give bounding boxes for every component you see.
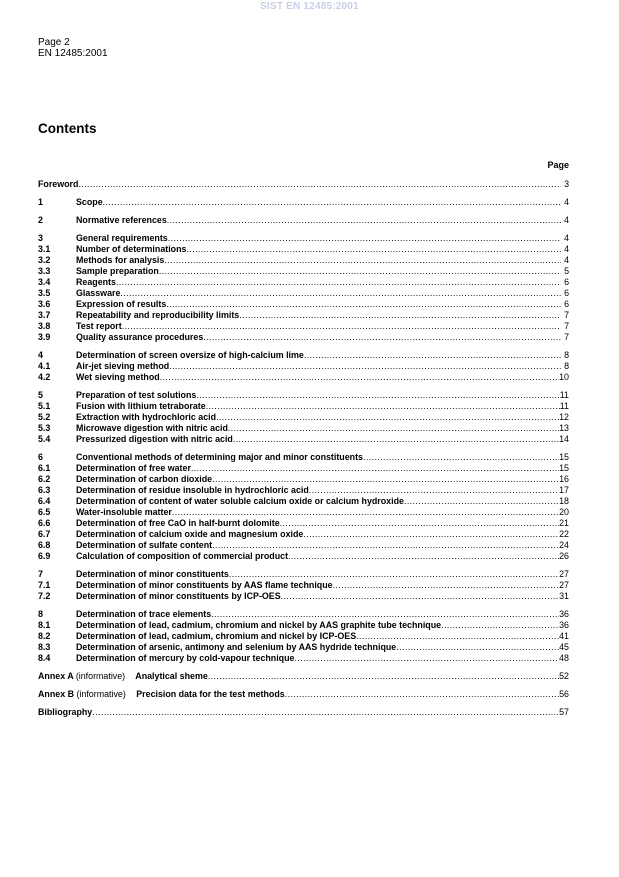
toc-page: 4: [564, 233, 569, 243]
toc-page: 16: [559, 474, 569, 484]
toc-title: Sample preparation: [76, 266, 159, 276]
annex-kind: (informative): [75, 671, 126, 681]
annex-title: Analytical sheme: [135, 671, 208, 681]
toc-number: 3.7: [38, 310, 51, 320]
toc-number: 7.2: [38, 591, 51, 601]
table-of-contents: [38, 179, 569, 718]
leader-dots: [212, 540, 559, 551]
toc-number: 3.9: [38, 332, 51, 342]
leader-dots: [172, 507, 559, 518]
toc-title: [38, 689, 285, 700]
toc-title: Determination of free water: [76, 463, 191, 473]
toc-number: 3.8: [38, 321, 51, 331]
toc-page: 4: [564, 244, 569, 254]
leader-dots: [216, 412, 559, 423]
leader-dots: [168, 233, 561, 244]
toc-title: Bibliography: [38, 707, 93, 717]
toc-title: Determination of minor constituents by ICP-OES: [76, 591, 281, 601]
toc-entry[interactable]: [38, 321, 569, 332]
toc-entry-annex-a[interactable]: [38, 671, 569, 682]
toc-title: Determination of minor constituents by AAS flame technique: [76, 580, 333, 590]
toc-entry[interactable]: [38, 474, 569, 485]
toc-entry[interactable]: [38, 401, 569, 412]
toc-title: Foreword: [38, 179, 79, 189]
toc-number: 5: [38, 390, 43, 400]
toc-number: 4.2: [38, 372, 51, 382]
toc-number: 7.1: [38, 580, 51, 590]
leader-dots: [281, 591, 559, 602]
leader-dots: [404, 496, 559, 507]
annex-label: Annex B: [38, 689, 74, 699]
leader-dots: [191, 463, 559, 474]
toc-entry[interactable]: [38, 569, 569, 580]
toc-number: 6.2: [38, 474, 51, 484]
toc-page: 14: [559, 434, 569, 444]
toc-page: 21: [559, 518, 569, 528]
toc-entry[interactable]: [38, 215, 569, 226]
toc-number: 3.4: [38, 277, 51, 287]
toc-number: 6.5: [38, 507, 51, 517]
toc-number: 5.2: [38, 412, 51, 422]
toc-entry-annex-b[interactable]: [38, 689, 569, 700]
leader-dots: [206, 401, 560, 412]
leader-dots: [92, 707, 559, 718]
toc-number: 6.7: [38, 529, 51, 539]
toc-title: Reagents: [76, 277, 116, 287]
toc-page: 45: [559, 642, 569, 652]
leader-dots: [309, 485, 559, 496]
toc-title: Determination of screen oversize of high-calcium lime: [76, 350, 304, 360]
leader-dots: [116, 277, 561, 288]
toc-entry[interactable]: [38, 266, 569, 277]
toc-number: 3.3: [38, 266, 51, 276]
toc-title: Extraction with hydrochloric acid: [76, 412, 217, 422]
toc-entry[interactable]: [38, 288, 569, 299]
toc-number: 5.3: [38, 423, 51, 433]
leader-dots: [169, 361, 561, 372]
toc-title: Number of determinations: [76, 244, 187, 254]
toc-title: Normative references: [76, 215, 167, 225]
toc-entry[interactable]: [38, 580, 569, 591]
toc-entry[interactable]: [38, 434, 569, 445]
toc-page: 4: [564, 255, 569, 265]
toc-page: 24: [559, 540, 569, 550]
toc-entry[interactable]: [38, 620, 569, 631]
toc-entry[interactable]: [38, 255, 569, 266]
toc-title: Determination of arsenic, antimony and selenium by AAS hydride technique: [76, 642, 397, 652]
toc-entry[interactable]: [38, 197, 569, 208]
toc-entry[interactable]: [38, 390, 569, 401]
toc-page: 7: [564, 332, 569, 342]
toc-title: Test report: [76, 321, 122, 331]
leader-dots: [228, 423, 559, 434]
toc-title: Scope: [76, 197, 103, 207]
toc-page: 6: [564, 288, 569, 298]
toc-title: Quality assurance procedures: [76, 332, 204, 342]
toc-entry[interactable]: [38, 631, 569, 642]
toc-number: 8.2: [38, 631, 51, 641]
annex-label: Annex A: [38, 671, 74, 681]
toc-entry[interactable]: [38, 233, 569, 244]
toc-title: Fusion with lithium tetraborate: [76, 401, 206, 411]
toc-entry[interactable]: [38, 463, 569, 474]
toc-entry[interactable]: [38, 485, 569, 496]
toc-title: Calculation of composition of commercial product: [76, 551, 289, 561]
leader-dots: [304, 350, 561, 361]
toc-number: 7: [38, 569, 43, 579]
toc-title: [38, 671, 208, 682]
toc-entry[interactable]: [38, 496, 569, 507]
toc-title: Determination of carbon dioxide: [76, 474, 213, 484]
toc-page: 56: [559, 689, 569, 699]
leader-dots: [120, 288, 561, 299]
toc-entry[interactable]: [38, 452, 569, 463]
leader-dots: [78, 179, 561, 190]
toc-title: Methods for analysis: [76, 255, 165, 265]
leader-dots: [356, 631, 559, 642]
toc-page: 52: [559, 671, 569, 681]
toc-title: Determination of trace elements: [76, 609, 212, 619]
toc-page: 6: [564, 299, 569, 309]
toc-title: Glassware: [76, 288, 121, 298]
toc-entry[interactable]: [38, 540, 569, 551]
page-column-label: Page: [547, 160, 569, 170]
toc-page: 3: [564, 179, 569, 189]
leader-dots: [186, 244, 561, 255]
leader-dots: [212, 474, 559, 485]
toc-entry[interactable]: [38, 372, 569, 383]
toc-page: 48: [559, 653, 569, 663]
toc-title: Determination of calcium oxide and magnesium oxide: [76, 529, 304, 539]
toc-number: 3: [38, 233, 43, 243]
toc-page: 5: [564, 266, 569, 276]
leader-dots: [160, 372, 559, 383]
toc-page: 11: [559, 390, 569, 400]
toc-page: 20: [559, 507, 569, 517]
annex-title: Precision data for the test methods: [136, 689, 285, 699]
leader-dots: [233, 434, 559, 445]
toc-page: 15: [559, 452, 569, 462]
toc-entry[interactable]: [38, 642, 569, 653]
toc-title: Microwave digestion with nitric acid: [76, 423, 228, 433]
toc-number: 6.9: [38, 551, 51, 561]
toc-title: Determination of lead, cadmium, chromium and nickel by AAS graphite tube technique: [76, 620, 442, 630]
leader-dots: [441, 620, 559, 631]
toc-entry-bibliography[interactable]: [38, 707, 569, 718]
toc-entry[interactable]: [38, 591, 569, 602]
toc-number: 2: [38, 215, 43, 225]
leader-dots: [159, 266, 561, 277]
toc-number: 5.1: [38, 401, 51, 411]
toc-entry-foreword[interactable]: [38, 179, 569, 190]
toc-page: 36: [559, 620, 569, 630]
toc-title: Pressurized digestion with nitric acid: [76, 434, 233, 444]
toc-page: 11: [559, 401, 569, 411]
toc-page: 17: [559, 485, 569, 495]
toc-page: 27: [559, 569, 569, 579]
toc-title: Determination of lead, cadmium, chromium and nickel by ICP-OES: [76, 631, 357, 641]
toc-sections: [38, 197, 569, 671]
toc-number: 3.5: [38, 288, 51, 298]
toc-number: 8.3: [38, 642, 51, 652]
toc-number: 6.3: [38, 485, 51, 495]
standard-id: EN 12485:2001: [38, 48, 108, 59]
annex-kind: (informative): [76, 689, 126, 699]
toc-page: 31: [559, 591, 569, 601]
toc-number: 3.6: [38, 299, 51, 309]
toc-entry[interactable]: [38, 507, 569, 518]
toc-number: 6.6: [38, 518, 51, 528]
leader-dots: [122, 321, 561, 332]
watermark: SIST EN 12485:2001: [260, 1, 359, 12]
leader-dots: [294, 653, 559, 664]
leader-dots: [363, 452, 559, 463]
toc-entry[interactable]: [38, 350, 569, 361]
toc-page: 57: [559, 707, 569, 717]
page-number: Page 2: [38, 37, 70, 48]
toc-number: 8.1: [38, 620, 51, 630]
toc-number: 4: [38, 350, 43, 360]
leader-dots: [167, 215, 561, 226]
toc-page: 7: [564, 321, 569, 331]
leader-dots: [288, 551, 559, 562]
toc-title: Repeatability and reproducibility limits: [76, 310, 240, 320]
toc-title: Determination of minor constituents: [76, 569, 229, 579]
toc-entry[interactable]: [38, 518, 569, 529]
toc-page: 12: [559, 412, 569, 422]
page-header: [38, 37, 108, 59]
leader-dots: [164, 255, 561, 266]
toc-entry[interactable]: [38, 423, 569, 434]
leader-dots: [211, 609, 559, 620]
leader-dots: [203, 332, 561, 343]
toc-number: 6: [38, 452, 43, 462]
toc-number: 6.8: [38, 540, 51, 550]
toc-number: 3.2: [38, 255, 51, 265]
toc-page: 15: [559, 463, 569, 473]
toc-entry[interactable]: [38, 551, 569, 562]
toc-entry[interactable]: [38, 299, 569, 310]
toc-page: 6: [564, 277, 569, 287]
toc-number: 8.4: [38, 653, 51, 663]
toc-title: Determination of free CaO in half-burnt dolomite: [76, 518, 280, 528]
toc-number: 1: [38, 197, 43, 207]
toc-entry[interactable]: [38, 529, 569, 540]
toc-entry[interactable]: [38, 332, 569, 343]
leader-dots: [396, 642, 559, 653]
toc-title: Water-insoluble matter: [76, 507, 172, 517]
leader-dots: [333, 580, 560, 591]
leader-dots: [103, 197, 561, 208]
toc-page: 41: [559, 631, 569, 641]
leader-dots: [166, 299, 561, 310]
toc-title: General requirements: [76, 233, 168, 243]
leader-dots: [285, 689, 559, 700]
toc-page: 36: [559, 609, 569, 619]
leader-dots: [229, 569, 559, 580]
toc-entry[interactable]: [38, 609, 569, 620]
toc-title: Determination of residue insoluble in hydrochloric acid: [76, 485, 309, 495]
toc-page: 18: [559, 496, 569, 506]
leader-dots: [280, 518, 559, 529]
toc-page: 26: [559, 551, 569, 561]
toc-number: 6.4: [38, 496, 51, 506]
toc-title: Determination of sulfate content: [76, 540, 213, 550]
toc-number: 8: [38, 609, 43, 619]
toc-title: Determination of content of water soluble calcium oxide or calcium hydroxide: [76, 496, 404, 506]
toc-page: 8: [564, 361, 569, 371]
toc-entry[interactable]: [38, 310, 569, 321]
toc-entry[interactable]: [38, 244, 569, 255]
toc-entry[interactable]: [38, 412, 569, 423]
toc-title: Wet sieving method: [76, 372, 160, 382]
toc-page: 4: [564, 215, 569, 225]
toc-title: Determination of mercury by cold-vapour technique: [76, 653, 295, 663]
toc-title: Air-jet sieving method: [76, 361, 170, 371]
toc-entry[interactable]: [38, 653, 569, 664]
leader-dots: [208, 671, 559, 682]
toc-page: 4: [564, 197, 569, 207]
page-title: Contents: [38, 121, 97, 136]
toc-number: 6.1: [38, 463, 51, 473]
toc-page: 10: [559, 372, 569, 382]
toc-number: 4.1: [38, 361, 51, 371]
leader-dots: [196, 390, 559, 401]
toc-entry[interactable]: [38, 361, 569, 372]
toc-title: Conventional methods of determining major and minor constituents: [76, 452, 363, 462]
leader-dots: [303, 529, 559, 540]
toc-title: Preparation of test solutions: [76, 390, 197, 400]
toc-page: 22: [559, 529, 569, 539]
leader-dots: [239, 310, 561, 321]
toc-page: 13: [559, 423, 569, 433]
toc-page: 8: [564, 350, 569, 360]
toc-number: 5.4: [38, 434, 51, 444]
toc-number: 3.1: [38, 244, 51, 254]
toc-page: 7: [564, 310, 569, 320]
toc-entry[interactable]: [38, 277, 569, 288]
toc-title: Expression of results: [76, 299, 167, 309]
toc-page: 27: [559, 580, 569, 590]
